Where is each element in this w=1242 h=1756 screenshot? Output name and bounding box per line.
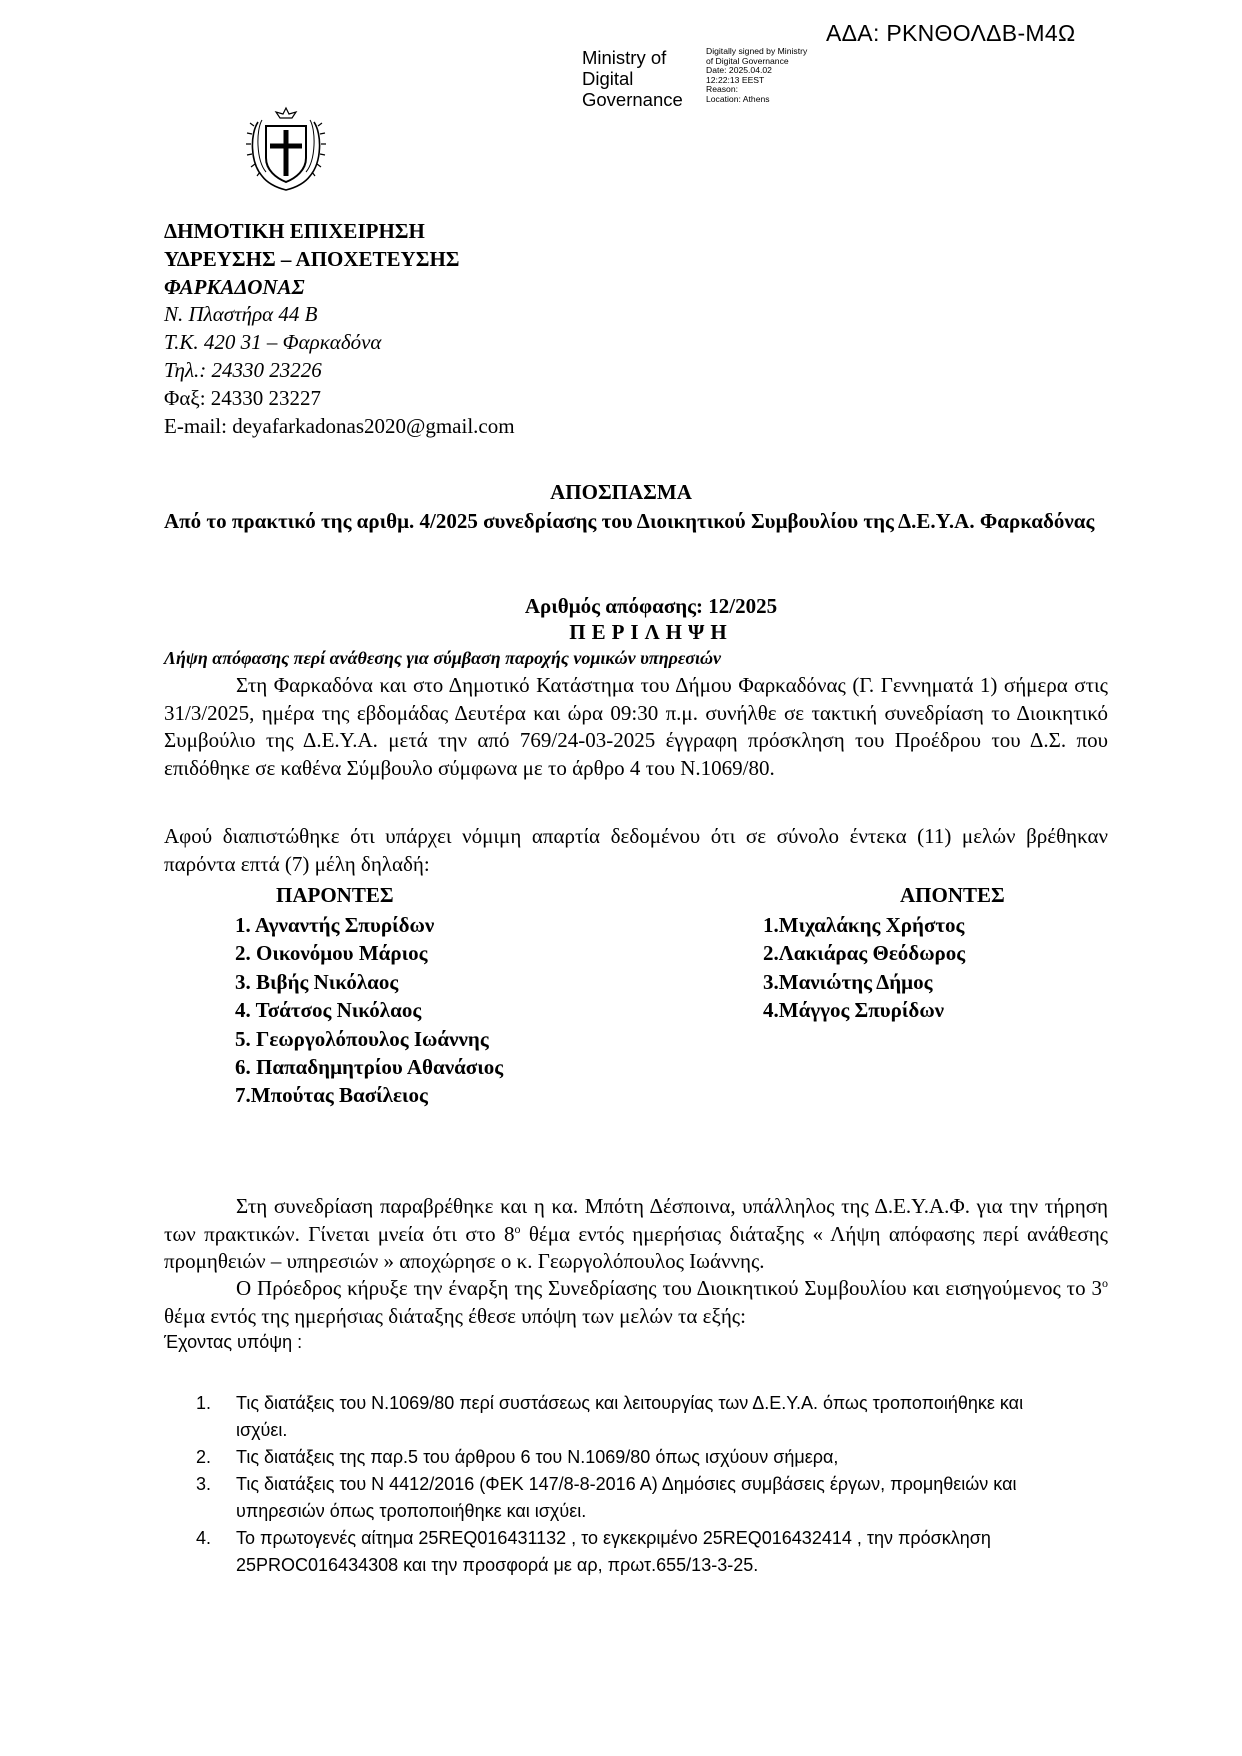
paragraph-minutes-keeper: [164, 1193, 1108, 1276]
consideration-text: Το πρωτογενές αίτημα 25REQ016431132 , το εγκεκριμένο 25REQ016432414 , την πρόσκληση 25PROC016434308 και την προσφορά με αρ, πρωτ.655/13-3-25.: [236, 1528, 991, 1575]
absent-members-list: [763, 911, 965, 1025]
consideration-text: Τις διατάξεις της παρ.5 του άρθρου 6 του Ν.1069/80 όπως ισχύουν σήμερα,: [236, 1447, 839, 1467]
signer-line: Governance: [582, 89, 683, 110]
paragraph-text: Ο Πρόεδρος κήρυξε την έναρξη της Συνεδρίασης του Διοικητικού Συμβουλίου και εισηγούμενος το 3: [236, 1276, 1102, 1300]
superscript: ο: [514, 1221, 521, 1236]
superscript: ο: [1102, 1276, 1108, 1290]
document-title: ΑΠΟΣΠΑΣΜΑ: [550, 480, 692, 504]
present-member: 2. Οικονόμου Μάριος: [235, 941, 428, 966]
org-fax: Φαξ: 24330 23227: [164, 385, 322, 410]
org-name-line: ΦΑΡΚΑΔΟΝΑΣ: [164, 274, 305, 299]
present-member: 3. Βιβής Νικόλαος: [235, 969, 399, 994]
present-member: 4. Τσάτσος Νικόλαος: [235, 998, 422, 1023]
consideration-text: Τις διατάξεις του Ν.1069/80 περί συστάσεως και λειτουργίας των Δ.Ε.Υ.Α. όπως τροποποιήθηκε και ισχύει.: [236, 1393, 1024, 1440]
consideration-item: [196, 1444, 1056, 1471]
absent-member: 4.Μάγγος Σπυρίδων: [763, 998, 945, 1023]
org-name-line: ΔΗΜΟΤΙΚΗ ΕΠΙΧΕΙΡΗΣΗ: [164, 219, 425, 243]
summary-heading: ΠΕΡΙΛΗΨΗ: [569, 620, 733, 644]
absent-member: 3.Μανιώτης Δήμος: [763, 969, 933, 994]
signature-detail-line: Location: Athens: [706, 93, 770, 104]
org-phone: Τηλ.: 24330 23226: [164, 357, 322, 382]
consideration-item: [196, 1471, 1056, 1525]
present-member: 5. Γεωργολόπουλος Ιωάννης: [235, 1026, 489, 1051]
org-name-line: ΥΔΡΕΥΣΗΣ – ΑΠΟΧΕΤΕΥΣΗΣ: [164, 246, 460, 271]
present-member: 7.Μπούτας Βασίλειος: [235, 1083, 428, 1108]
consideration-number: 2.: [196, 1447, 212, 1467]
consideration-item: [196, 1525, 1056, 1579]
paragraph-quorum: Αφού διαπιστώθηκε ότι υπάρχει νόμιμη απαρτία δεδομένου ότι σε σύνολο έντεκα (11) μελών βρέθηκαν παρόντα επτά (7) μέλη δηλαδή:: [164, 824, 1108, 876]
having-in-view-label: Έχοντας υπόψη :: [164, 1332, 303, 1352]
paragraph-text: Στη συνεδρίαση παραβρέθηκε και η κα. Μπότη Δέσποινα, υπάλληλος της Δ.Ε.Υ.Α.Φ. για την τήρηση των πρακτικών. Γίνεται μνεία ότι στο 8: [164, 1194, 1108, 1246]
paragraph-session-opening: [164, 1275, 1108, 1330]
signature-detail-line: Reason:: [706, 84, 739, 95]
signature-detail-line: Digitally signed by Ministry: [706, 46, 808, 56]
org-email: E-mail: deyafarkadonas2020@gmail.com: [164, 413, 515, 438]
org-postal-code: Τ.Κ. 420 31 – Φαρκαδόνα: [164, 330, 382, 355]
organization-header: [164, 218, 515, 440]
present-heading: ΠΑΡΟΝΤΕΣ: [276, 883, 394, 907]
decision-number: Αριθμός απόφασης: 12/2025: [524, 594, 778, 618]
present-member: 6. Παπαδημητρίου Αθανάσιος: [235, 1055, 504, 1080]
document-subtitle: Από το πρακτικό της αριθμ. 4/2025 συνεδρίασης του Διοικητικού Συμβουλίου της Δ.Ε.Υ.Α. Φαρκαδόνας: [164, 509, 1095, 533]
ada-code: ΑΔΑ: ΡΚΝΘΟΛΔΒ-Μ4Ω: [826, 20, 1076, 46]
present-member: 1. Αγναντής Σπυρίδων: [235, 913, 435, 937]
paragraph-meeting-info: Στη Φαρκαδόνα και στο Δημοτικό Κατάστημα του Δήμου Φαρκαδόνας (Γ. Γεννηματά 1) σήμερα στις 31/3/2025, ημέρα της εβδομάδας Δευτέρα και ώρα 09:30 π.μ. συνήλθε σε τακτική συνεδρίαση το Διοικητικό Συμβούλιο της Δ.Ε.Υ.Α. μετά την από 769/24-03-2025 έγγραφη πρόσκληση του Προέδρου του Δ.Σ. που επιδόθηκε σε καθένα Σύμβουλο σύμφωνα με το άρθρο 4 του Ν.1069/80.: [164, 673, 1108, 780]
absent-member: 1.Μιχαλάκης Χρήστος: [763, 913, 965, 937]
signature-detail-line: of Digital Governance: [706, 55, 789, 66]
signer-line: Digital: [582, 68, 634, 89]
absent-heading: ΑΠΟΝΤΕΣ: [900, 883, 1005, 907]
consideration-item: [196, 1390, 1056, 1444]
signature-detail-line: Date: 2025.04.02: [706, 65, 772, 76]
consideration-number: 1.: [196, 1393, 212, 1413]
decision-subject: Λήψη απόφασης περί ανάθεσης για σύμβαση παροχής νομικών υπηρεσιών: [164, 648, 721, 668]
signature-detail-line: 12:22:13 EEST: [706, 74, 765, 85]
greek-coat-of-arms-icon: [236, 100, 336, 200]
consideration-number: 4.: [196, 1528, 212, 1548]
consideration-text: Τις διατάξεις του Ν 4412/2016 (ΦΕΚ 147/8-8-2016 Α) Δημόσιες συμβάσεις έργων, προμηθειών και υπηρεσιών όπως τροποποιήθηκε και ισχύει.: [236, 1474, 1017, 1521]
paragraph-text: θέμα εντός ημερήσιας διάταξης « Λήψη απόφασης περί ανάθεσης προμηθειών – υπηρεσιών » αποχώρησε ο κ. Γεωργολόπουλος Ιωάννης.: [164, 1221, 1108, 1273]
paragraph-text: θέμα εντός της ημερήσιας διάταξης έθεσε υπόψη των μελών τα εξής:: [164, 1303, 746, 1328]
present-members-list: [235, 911, 503, 1110]
consideration-number: 3.: [196, 1474, 212, 1494]
signature-details: [706, 47, 807, 105]
considerations-list: [196, 1390, 1056, 1579]
org-address: Ν. Πλαστήρα 44 Β: [164, 302, 318, 327]
absent-member: 2.Λακιάρας Θεόδωρος: [763, 941, 966, 966]
signature-signer: [582, 47, 683, 110]
signer-line: Ministry of: [582, 47, 667, 68]
